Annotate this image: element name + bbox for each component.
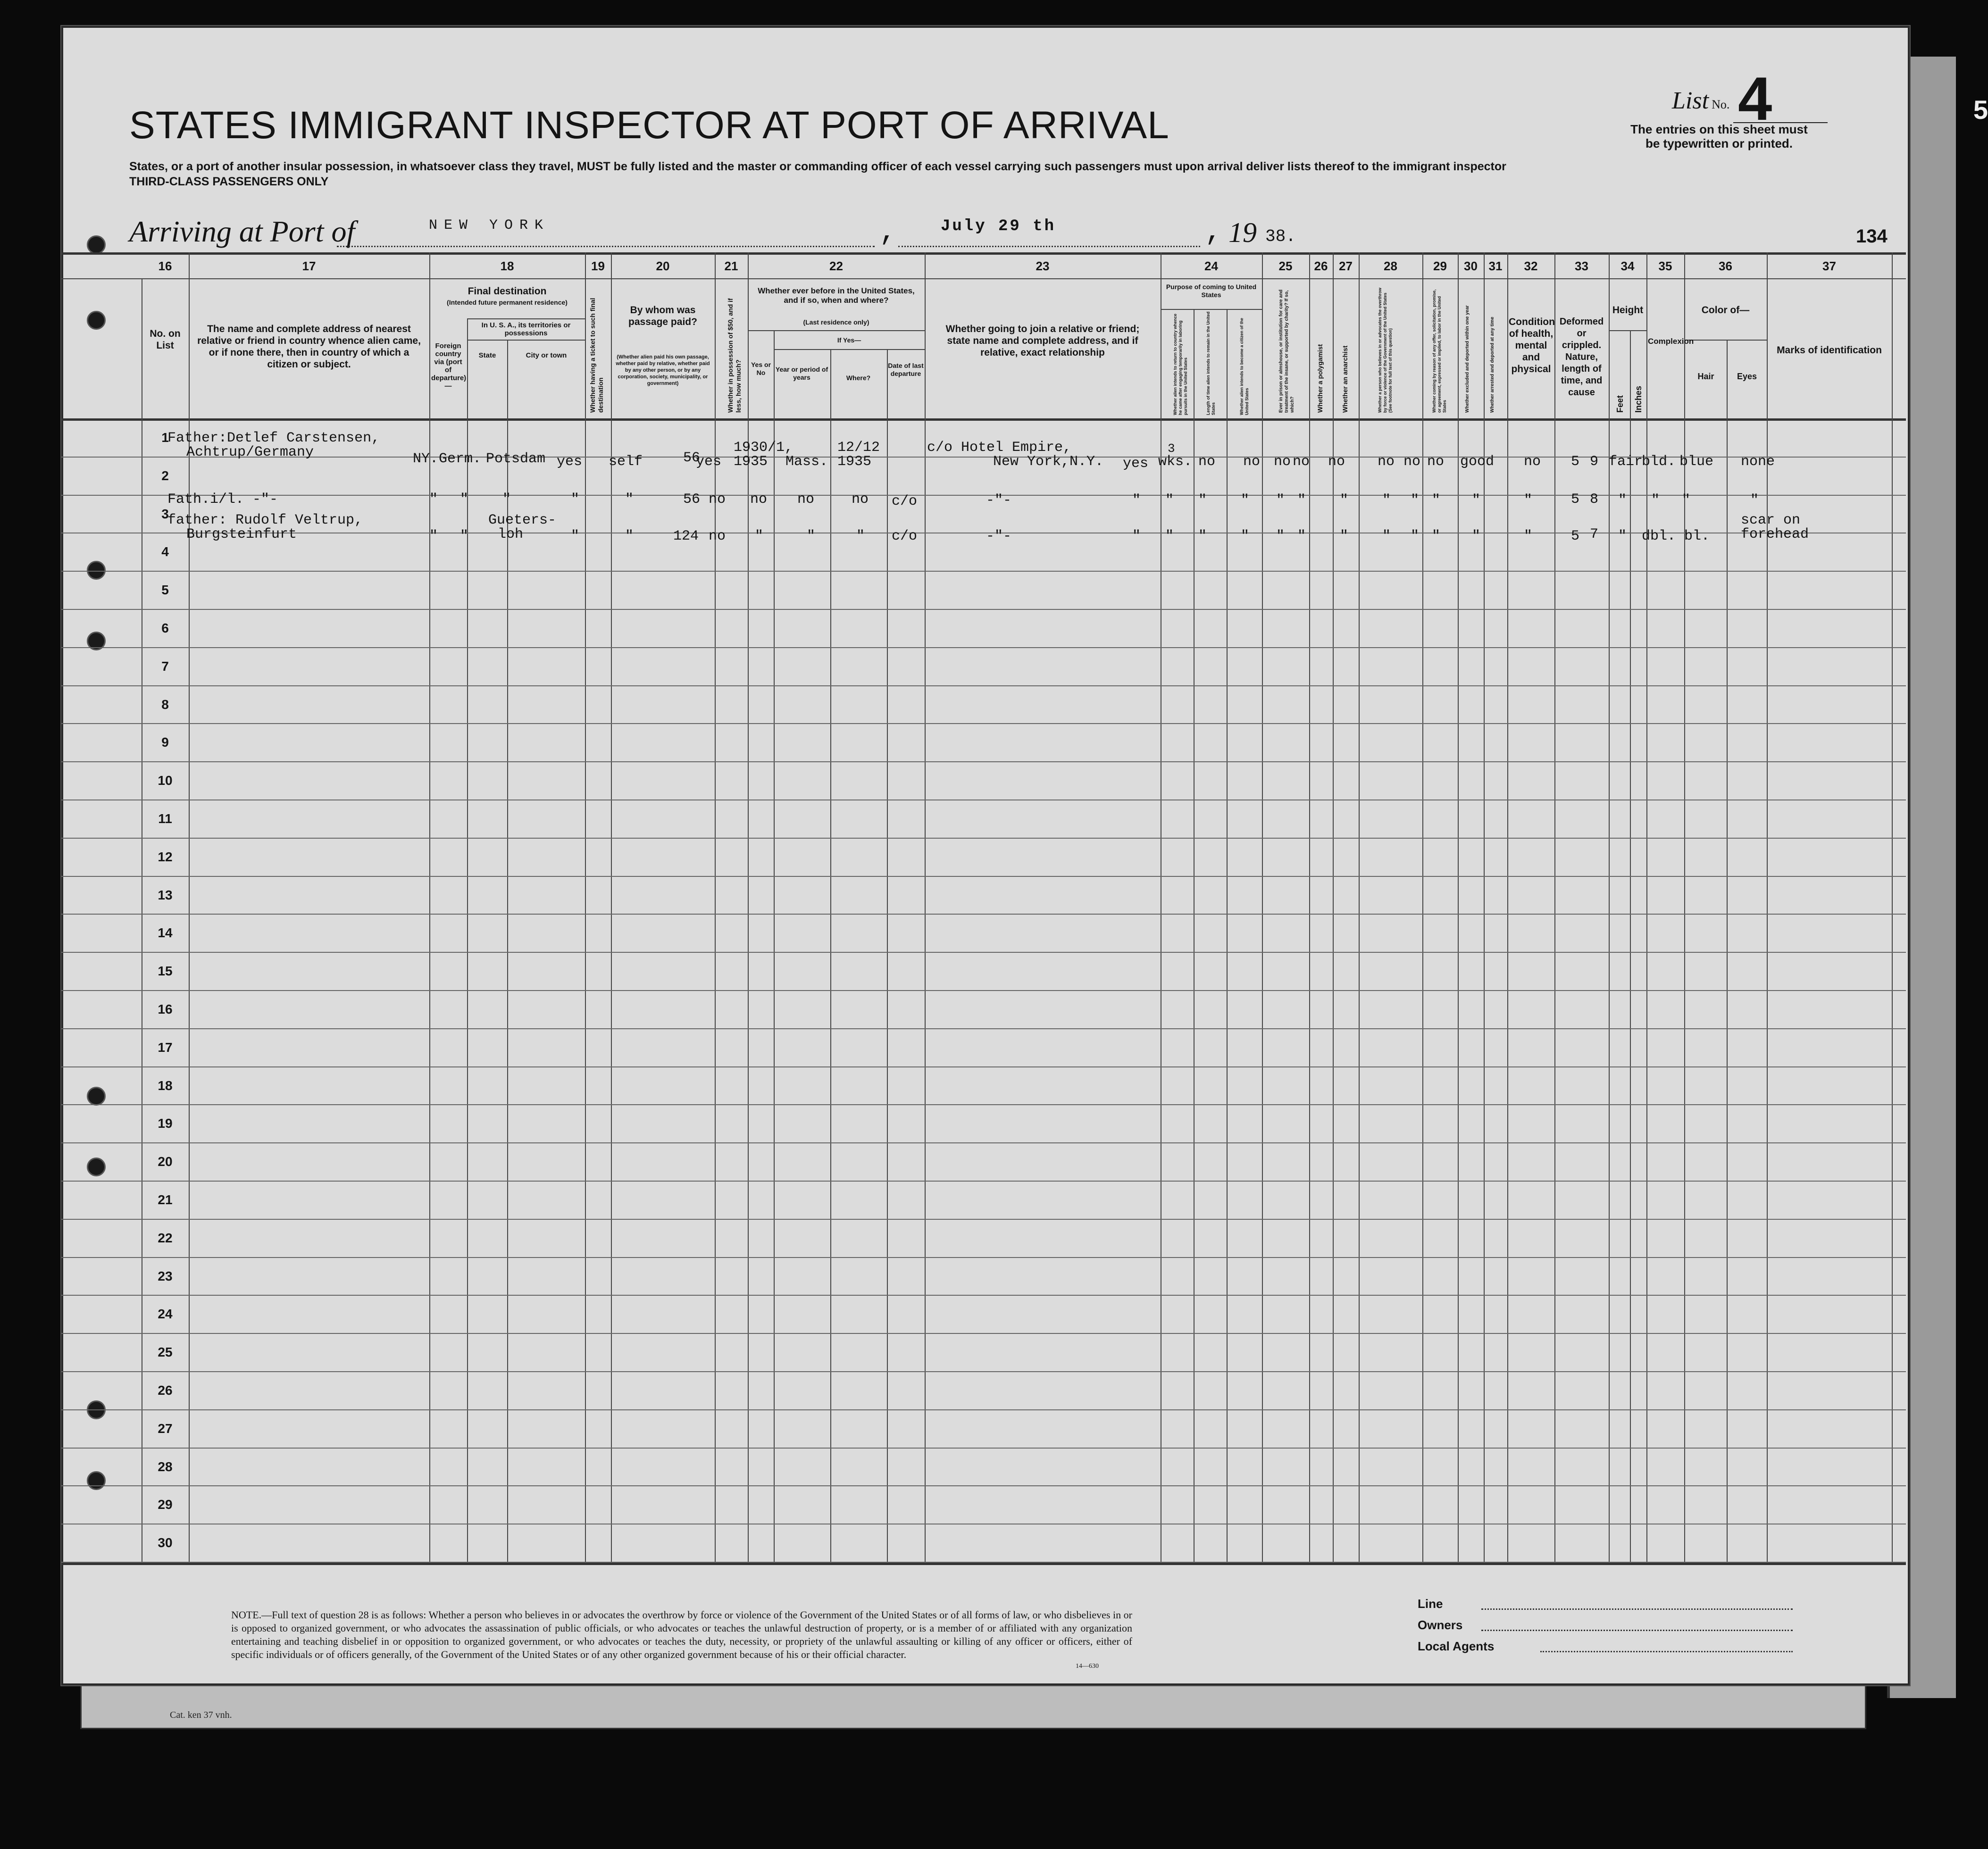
list-no-word: No. [1712,98,1730,111]
row-number: 30 [158,1535,173,1550]
e3-state: " [460,528,469,544]
hdr-prison: Ever in prison or almshouse, or institution for care and treatment of the insane, or supported by charity? If so, which? [1278,289,1295,413]
comma: , [879,217,897,249]
row-rule [61,1333,1906,1334]
row-rule [61,1485,1906,1486]
e3-prison: " [1241,528,1250,544]
hdr-in-usa: In U. S. A., its territories or possessions [481,321,571,337]
row-rule [61,1142,1906,1143]
col-num-28: 28 [1384,259,1397,273]
row-number: 28 [158,1459,173,1474]
hdr-final-destination: Final destination [468,286,547,297]
col-rule [1333,252,1334,1563]
col-rule [1892,252,1893,1563]
col-num-34: 34 [1620,259,1635,273]
punch-hole [87,235,106,254]
e2-induce: " [1382,492,1391,508]
col-rule [1630,330,1631,1563]
e3-deformed: " [1524,528,1533,544]
e3-marks: scar on [1741,512,1801,528]
row-number: 10 [158,773,173,788]
e2-anarch: " [1297,492,1306,508]
e2-polyg: " [1276,492,1285,508]
e1-depart-2: 1935 [837,454,872,470]
e1-inches: 9 [1590,454,1599,470]
e2-relative: Fath.i/l. -"- [167,491,278,508]
list-number: 4 [1738,64,1772,133]
date-dotted-line [898,246,1200,247]
e3-paid: " [625,528,634,544]
e3-excl: " [1411,528,1420,544]
e1-eyes: blue [1679,454,1714,470]
e1-paid: self [609,454,643,470]
col-rule [1507,252,1508,1563]
arriving-label: Arriving at Port of [129,215,355,248]
row-rule [61,1219,1906,1220]
e3-arrest: " [1432,528,1441,544]
hdr-inducement: Whether coming by reason of any offer, solicitation, promise, or agreement, expressed or implied, to labor in the United States [1432,289,1447,413]
e2-depart: no [852,491,869,508]
e3-polyg: " [1276,528,1285,544]
hdr-by-whom-sub: (Whether alien paid his own passage, whether paid by relative, whether paid by any other person, or by any corporation, society, municipality, or government) [616,354,710,386]
e1-purpose-c: no [1198,454,1216,470]
col-num-27: 27 [1339,259,1353,273]
col-num-16: 16 [158,259,172,273]
e1-overthrow: no [1328,454,1345,470]
col-rule [611,252,612,1563]
e1-excl: no [1403,454,1421,470]
e2-purpose-b: " [1165,492,1174,508]
row-number: 2 [161,468,169,483]
owners-label: Owners [1418,1618,1463,1632]
side-page-number: 5 [1973,95,1988,125]
row-number: 29 [158,1497,173,1512]
hdr-year-period: Year or period of years [775,366,828,381]
e1-polyg: no [1274,454,1291,470]
comma: , [1205,217,1222,249]
col-rule [774,330,775,1563]
list-word: List [1672,87,1709,114]
e1-relative: Father:Detlef Carstensen, [167,430,380,446]
hdr-purpose: Purpose of coming to United States [1166,283,1257,299]
col-num-35: 35 [1658,259,1672,273]
agents-dotted [1540,1651,1793,1652]
e1-join-2: New York,N.Y. [993,454,1104,470]
e1-complexion: fair [1609,454,1643,470]
col-num-21: 21 [724,259,738,273]
e3-induce: " [1382,528,1391,544]
rule [1684,340,1767,341]
hdr-feet: Feet [1615,395,1625,413]
rule [61,252,1906,255]
e1-purpose-a: yes [1123,456,1149,472]
e3-money: 124 [673,528,699,544]
footnote-question-28: NOTE.—Full text of question 28 is as follows: Whether a person who believes in or advocates the overthrow by force or violence of the Government of the United States or of all forms of law, or who disbelieves in or is opposed to organized government, or who advocates the assassination of public officials, or who advocates or teaches the unlawful destruction of property, or is a member of or affiliated with any organization entertaining and teaching disbelief in or opposition to organized government, or who advocates or teaches the duty, necessity, or propriety of the unlawful assaulting or killing of any officer or officers, either of specific individuals or of officers generally, of the Government of the United States or of any other organized government because of his or their official character. [231,1609,1132,1660]
hdr-anarchist: Whether an anarchist [1341,345,1349,413]
col-rule [1646,252,1647,1563]
hdr-deformed: Deformed or crippled. Nature, length of time, and cause [1559,316,1604,398]
col-num-36: 36 [1719,259,1732,273]
e3-join: c/o [892,528,918,544]
row-number: 15 [158,964,173,979]
rule [61,278,1906,279]
col-num-29: 29 [1433,259,1447,273]
e3-hair: dbl. [1642,528,1676,544]
underlying-sheet-label: Cat. ken 37 vnh. [170,1710,232,1720]
e3-relative: father: Rudolf Veltrup, [167,512,363,528]
rule [61,418,1906,421]
hdr-city: City or town [526,351,567,359]
e1-foreign: NY. [413,451,439,467]
row-number: 23 [158,1268,173,1283]
rule [1161,309,1262,310]
e3-purpose-a: " [1132,528,1141,544]
hdr-height: Height [1612,305,1644,316]
rule [748,330,925,331]
hdr-eyes: Eyes [1737,372,1757,381]
e1-ticket: yes [557,454,583,470]
col-num-26: 26 [1314,259,1328,273]
hdr-where: Where? [846,374,871,382]
e2-where: no [797,491,815,508]
col-num-33: 33 [1575,259,1588,273]
e3-complexion: " [1618,528,1627,544]
e3-inches: 7 [1590,526,1599,542]
agents-label: Local Agents [1418,1639,1495,1653]
e2-marks: " [1750,492,1759,508]
col-rule [1458,252,1459,1563]
col-num-22: 22 [829,259,843,273]
row-number: 4 [161,544,169,559]
year-prefix: 19 [1228,217,1257,248]
col-num-25: 25 [1278,259,1293,273]
col-rule [1227,309,1228,1563]
e1-marks: none [1741,454,1775,470]
col-rule [1262,252,1263,1563]
row-number: 7 [161,658,169,674]
row-number: 20 [158,1154,173,1169]
row-rule [61,1257,1906,1258]
row-number: 5 [161,583,169,598]
year-suffix: 38. [1265,227,1296,246]
row-rule [61,495,1906,496]
e3-where: " [807,528,816,544]
hdr-date-last-departure: Date of last departure [888,362,924,377]
col-num-20: 20 [656,259,670,273]
col-rule [1359,252,1360,1563]
e2-city: " [502,491,511,508]
e3-eyes: bl. [1684,528,1710,544]
e3-feet: 5 [1571,528,1580,544]
e1-feet: 5 [1571,454,1580,470]
e2-paid: " [625,491,634,508]
hdr-ever-before: Whether ever before in the United States, and if so, when and where? [758,286,915,305]
e3-relative-2: Burgsteinfurt [186,526,297,542]
row-rule [61,1409,1906,1410]
manifest-table [61,252,1906,1564]
col-num-37: 37 [1822,259,1836,273]
col-num-24: 24 [1204,259,1218,273]
col-rule [585,252,586,1563]
e3-foreign: " [429,528,438,544]
row-number: 14 [158,925,173,941]
col-rule [1484,252,1485,1563]
col-rule [1767,252,1768,1563]
rule [1609,330,1646,331]
row-rule [61,876,1906,877]
e2-purpose-a: " [1132,492,1141,508]
hdr-purpose-b: Length of time alien intends to remain in the United States [1206,311,1216,415]
row-rule [61,1371,1906,1372]
e3-depart: " [856,528,865,544]
e2-join-dash: -"- [986,492,1012,508]
e3-city-2: loh [498,526,524,542]
hdr-complexion: Complexion [1648,337,1694,346]
row-number: 9 [161,735,169,750]
row-number: 12 [158,849,173,864]
col-num-32: 32 [1524,259,1538,273]
list-label [1672,87,1729,115]
row-number: 19 [158,1116,173,1131]
form-code: 14—630 [1076,1663,1099,1670]
hdr-yes-or-no: Yes or No [751,361,771,376]
col-rule [1554,252,1555,1563]
e2-ticket: " [571,491,580,508]
e2-complexion: " [1618,492,1627,508]
e1-year-2: 1935 [734,454,768,470]
e1-prison: no [1243,454,1261,470]
port-value: NEW YORK [429,217,550,233]
e3-join-dash: -"- [986,528,1012,544]
e1-anarch: no [1293,454,1310,470]
subtitle-line-1: States, or a port of another insular possession, in whatsoever class they travel, MUST be fully listed and the master or commanding officer of each vessel carrying such passengers must upon arrival deliver lists thereof to the immigrant inspector [129,160,1506,173]
e2-state: " [460,491,469,508]
e1-depart: 12/12 [837,440,880,456]
e2-arrest: " [1432,492,1441,508]
col-num-31: 31 [1488,259,1503,273]
row-number: 24 [158,1307,173,1322]
e1-year: 1930/1, [734,440,794,456]
rule [467,340,585,341]
hdr-ticket: Whether having a ticket to such final destination [589,298,604,413]
hdr-if-yes: If Yes— [837,336,861,344]
date-value: July 29 th [941,217,1056,235]
hdr-by-whom: By whom was passage paid? [628,305,697,327]
e3-anarch: " [1297,528,1306,544]
col-num-23: 23 [1036,259,1050,273]
col-rule [715,252,716,1563]
row-rule [61,723,1906,724]
row-rule [61,571,1906,572]
e2-money: 56 [683,491,701,508]
hdr-purpose-c: Whether alien intends to become a citizen of the United States [1239,317,1249,415]
e2-excl: " [1411,492,1420,508]
col-num-30: 30 [1464,259,1478,273]
hdr-ever-before-sub: (Last residence only) [803,318,869,326]
col-rule [925,252,926,1563]
e2-purpose-c: " [1198,492,1207,508]
col-rule [1422,252,1423,1563]
hdr-hair: Hair [1697,372,1714,381]
col-rule [1727,340,1728,1563]
hdr-join-relative: Whether going to join a relative or friend; state name and complete address, and if relative, exact relationship [945,324,1140,358]
row-number: 16 [158,1002,173,1016]
col-rule [1609,252,1610,1563]
e1-state: Germ. [439,451,482,467]
e2-overthrow: " [1340,492,1349,508]
e1-deformed: no [1524,454,1541,470]
row-rule [61,609,1906,610]
col-rule [830,349,831,1563]
hdr-purpose-a: Whether alien intends to return to country whence he came after engaging temporarily in laboring pursuits in the United States [1173,313,1188,415]
col-rule [1684,252,1685,1563]
e2-join: c/o [892,493,918,509]
e1-purpose-b: wks. [1158,454,1193,470]
hdr-final-destination-sub: (Intended future permanent residence) [447,299,568,306]
e1-purpose-b-top: 3 [1168,441,1175,456]
e1-hair: bld. [1642,454,1676,470]
e1-ever: yes [696,454,722,470]
row-rule [61,952,1906,953]
hdr-state: State [478,351,496,359]
row-rule [61,685,1906,686]
e3-ever: no [709,528,726,544]
hdr-marks: Marks of identification [1777,345,1882,356]
e2-health: " [1472,492,1481,508]
col-num-17: 17 [302,259,316,273]
e1-where: Mass. [785,454,828,470]
row-rule [61,838,1906,839]
rule [467,318,585,319]
entries-note: The entries on this sheet must be typewritten or printed. [1630,122,1808,150]
e2-deformed: " [1524,492,1533,508]
e1-city: Potsdam [486,451,546,467]
e3-purpose-c: " [1198,528,1207,544]
row-rule [61,1448,1906,1449]
row-rule [61,761,1906,762]
hdr-possession-50: Whether in possession of $50, and if less, how much? [727,298,742,413]
row-rule [61,990,1906,991]
e1-arrest: no [1427,454,1445,470]
e2-eyes: " [1682,492,1691,508]
e2-feet: 5 [1571,491,1580,508]
row-number: 27 [158,1421,173,1436]
e2-foreign: " [429,491,438,508]
e3-purpose-b: " [1165,528,1174,544]
col-num-19: 19 [591,259,605,273]
e1-money: 56 [683,450,701,466]
row-number: 21 [158,1192,173,1207]
owners-dotted [1481,1630,1793,1631]
row-number: 22 [158,1230,173,1245]
hdr-nearest-relative: The name and complete address of nearest relative or friend in country whence alien came, or if none there, then in country of which a citizen or subject. [197,324,421,370]
row-rule [61,1295,1906,1296]
hdr-overthrow: Whether a person who believes in or advocates the overthrow by force or violence of the Government of the United States (See footnote for full text of this question) [1378,287,1393,413]
e1-join: c/o Hotel Empire, [927,440,1072,456]
row-number: 18 [158,1078,173,1093]
col-rule [1309,252,1310,1563]
row-rule [61,1562,1906,1563]
row-number: 13 [158,887,173,902]
row-number: 3 [161,506,169,521]
subtitle-line-2: THIRD-CLASS PASSENGERS ONLY [129,175,329,188]
page-number: 134 [1856,226,1888,247]
line-label: Line [1418,1597,1443,1611]
row-number: 17 [158,1040,173,1055]
col-rule [887,349,888,1563]
hdr-inches: Inches [1634,385,1643,413]
e3-year: " [755,528,764,544]
hdr-color-of: Color of— [1701,305,1750,316]
row-number: 1 [161,430,169,445]
hdr-no-on-list: No. on List [150,328,181,351]
row-number: 8 [161,697,169,712]
row-number: 25 [158,1345,173,1360]
row-number: 11 [158,811,172,826]
rule [61,1563,1906,1565]
e2-hair: " [1651,492,1660,508]
row-rule [61,1181,1906,1182]
e3-health: " [1472,528,1481,544]
row-rule [61,1028,1906,1029]
row-number: 26 [158,1383,173,1398]
row-rule [61,1104,1906,1105]
e3-city: Gueters- [488,512,557,528]
e2-year: no [750,491,768,508]
e2-ever: no [709,491,726,508]
col-rule [429,252,430,1563]
row-rule [61,1066,1906,1067]
hdr-polygamist: Whether a polygamist [1316,344,1324,413]
e3-overthrow: " [1340,528,1349,544]
row-rule [61,914,1906,915]
e3-marks-2: forehead [1741,526,1809,542]
e3-ticket: " [571,528,580,544]
hdr-excluded: Whether excluded and deported within one year [1465,305,1470,413]
e2-inches: 8 [1590,491,1599,508]
e1-health: good [1460,454,1495,470]
e1-relative-2: Achtrup/Germany [186,444,314,460]
hdr-arrested: Whether arrested and deported at any time [1490,316,1495,413]
hdr-foreign-country: Foreign country via (port of departure)— [431,342,467,390]
form-title: STATES IMMIGRANT INSPECTOR AT PORT OF ARRIVAL [129,104,1169,147]
form-subtitle [129,159,1686,189]
e2-prison: " [1241,492,1250,508]
row-number: 6 [161,621,169,635]
row-rule [61,647,1906,648]
e1-induce: no [1378,454,1395,470]
port-dotted-line [337,246,875,247]
rule [774,349,925,350]
col-num-18: 18 [500,259,514,273]
hdr-health: Condition of health, mental and physical [1509,316,1555,375]
line-dotted [1481,1608,1793,1610]
